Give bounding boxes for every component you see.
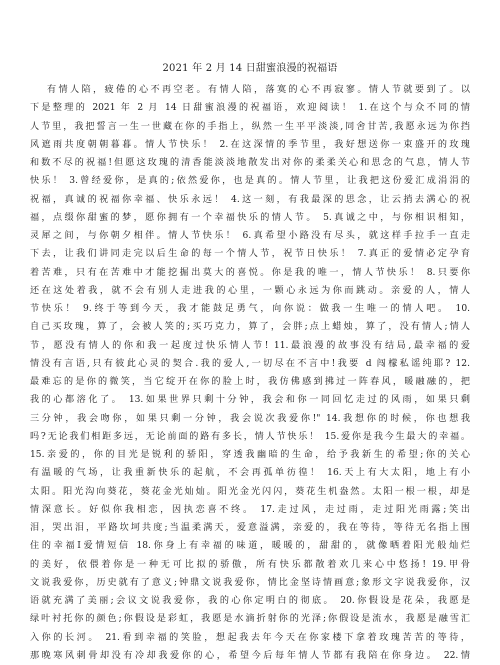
body-line: 那晚寒风刺骨却没有冷却我爱你的心，希望今后每年情人节都有我陪在你身边。 22.情 [30, 650, 470, 661]
body-line: 灵犀之间，与你朝夕相伴。情人节快乐！ 6.真希望小路没有尽头，就这样手拉手一直走 [30, 231, 470, 241]
body-line: 快乐！ 3.曾经爱你，是真的;依然爱你，也是真的。情人节里，让我把这份爱汇成涓涓的 [30, 176, 470, 187]
body-line: 自己买玫瑰，算了，会被人笑的;买巧克力，算了，会胖;点上蜡烛，算了，没有情人;情人 [30, 322, 470, 333]
body-line: 有情人陪，疲倦的心不再空老。有情人陪，落寞的心不再寂寥。情人节就要到了。以 [47, 85, 470, 95]
body-line: 节，愿没有情人的你和我一起度过快乐情人节! 11.最浪漫的故事没有结局,最幸福的爱 [30, 340, 470, 351]
body-line: 有温暖的气场，让我重新快乐的起航，不会再孤单彷徨！ 16.天上有大太阳，地上有小 [30, 468, 470, 479]
body-line: 泪，哭出泪，平路坎坷共度;当温柔满天，爱意溢满，亲爱的，我在等待，等待无名指上围 [30, 523, 470, 533]
body-line: 下是整理的 2021 年 2 月 14 日甜蜜浪漫的祝福语，欢迎阅读！ 1.在这个与众不同的情 [30, 103, 470, 114]
body-line: 下去，让我们讲同走完以后生命的每一个情人节，祝节日快乐！ 7.真正的爱情必定孕育 [30, 249, 470, 260]
body-line: 着苦难，只有在苦难中才能挖掘出莫大的喜悦。你是我的唯一，情人节快乐！ 8.只要你 [30, 267, 470, 278]
body-line: 吗?无论我们相距多远，无论前面的路有多长，情人节快乐！ 15.爱你是我今生最大的幸福。 [30, 431, 470, 442]
body-line: 还在这处着我，就不会有别人走进我的心里，一颗心永远为你而跳动。亲爱的人，情人 [30, 285, 470, 296]
body-line: 入你的长河。 21.看到幸福的笑脸，想起我去年今天在你家楼下拿着玫瑰苦苦的等待， [30, 632, 470, 643]
body-line: 住的幸福I爱情短信 18.你身上有幸福的味道，暖暖的，甜甜的，就像晒着阳光般灿烂 [30, 541, 470, 552]
body-line: 祝福，真诚的祝福你幸福、快乐永远！ 4.这一刻，有我最深的思念，让云捎去满心的祝 [30, 194, 470, 205]
body-line: 节快乐！ 9.终于等到今天，我才能鼓足勇气，向你说：做我一生唯一的情人吧。 10. [30, 304, 470, 314]
body-line: 的美好，依偎着你是一种无可比拟的骄傲，所有快乐都散着欢几来心中悠扬! 19.甲骨 [30, 559, 470, 570]
body-line: 语就充满了美丽;会议文说我爱你，我的心你定明白的彻底。 20.你假设是花朵，我愿是 [30, 596, 470, 606]
body-line: 太阳。阳光沟向葵花，葵花金光灿灿。阳光金光闪闪，葵花生机盎然。太阳一根一根，却是 [30, 486, 470, 497]
document-title: 2021 年 2 月 14 日甜蜜浪漫的祝福语 [162, 63, 338, 74]
body-line: 风遮雨共度朝朝暮暮。情人节快乐！ 2.在这深情的季节里，我好想送你一束盛开的玫瑰 [30, 139, 470, 150]
document-body [30, 81, 470, 665]
body-line: 情没有言语,只有彼此心灵的契合.我的爱人,一切尽在不言中!我要 d 闯檬私谣纯耶? 12. [30, 358, 470, 369]
body-line: 绿叶衬托你的颜色;你假设是彩虹，我愿是水滴折射你的光泽;你假设是流水，我愿是融雪汇 [30, 614, 470, 625]
body-line: 15.亲爱的，你的目光是锐利的骄阳，穿透我幽暗的生命，给予我新生的希望;你的关心 [30, 450, 470, 460]
body-line: 福，点缀你甜蜜的梦，愿你拥有一个幸福快乐的情人节。 5.真诚之中，与你相识相知， [30, 212, 470, 223]
body-line: 文说我爱你，历史就有了意义;钟鼎文说我爱你，情比金坚诗情画意;象形文字说我爱你，汉 [30, 577, 470, 588]
body-line: 最难忘的是你的微笑，当它绽开在你的脸上时，我仿佛感到拂过一阵春风，暖融融的，把 [30, 377, 470, 387]
body-line: 情深意长。好似你我相恋，因执恋喜不终。 17.走过风，走过雨，走过阳光雨露;笑出 [30, 504, 470, 515]
body-line: 人节里，我把誓言一生一世藏在你的手指上，纵然一生平平淡淡,同舍甘苦,我愿永远为你挡 [30, 121, 470, 132]
body-line: 我的心都溶化了。 13.如果世界只剩十分钟，我会和你一同回忆走过的风雨，如果只剩 [30, 395, 470, 406]
body-line: 三分钟，我会吻你，如果只剩一分钟，我会说次我爱你!" 14.我想你的时候，你也想我 [30, 413, 470, 424]
body-line: 和数不尽的祝福!但愿这玫瑰的清香能淡淡地散发出对你的柔柔关心和思念的气息，情人节 [30, 158, 470, 168]
